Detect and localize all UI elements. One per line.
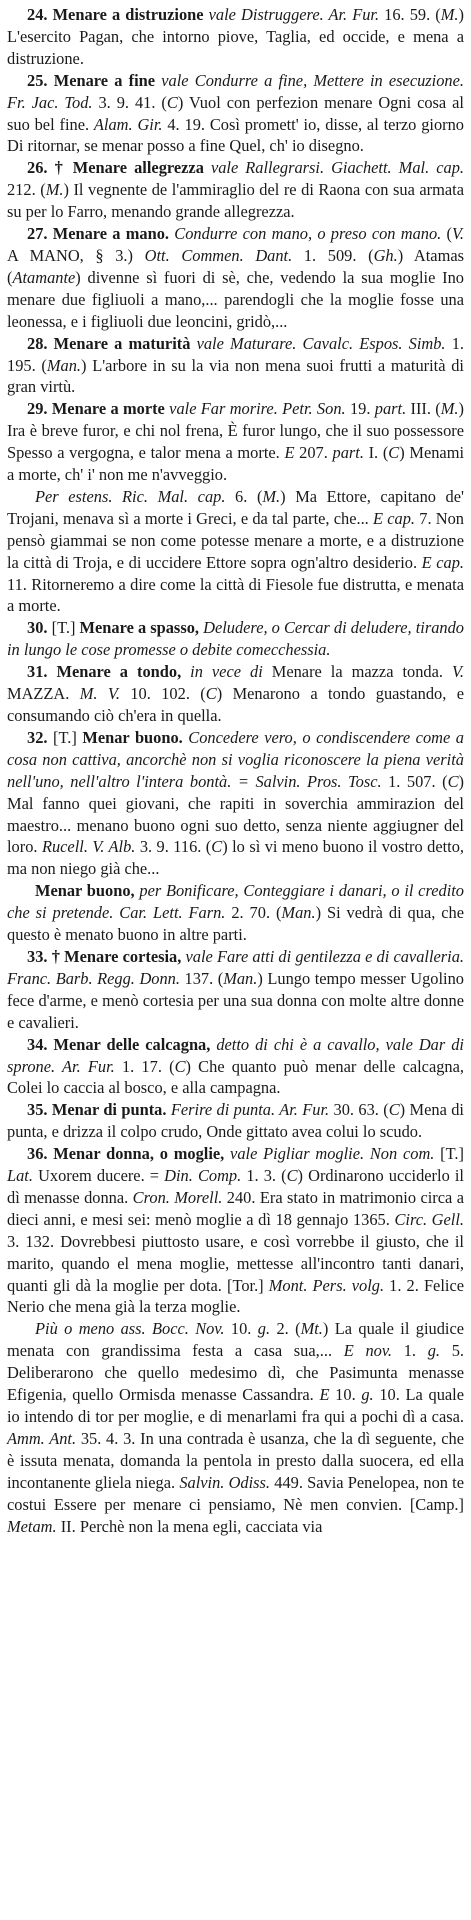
entry-text: M. V. [79, 684, 120, 704]
entry-text: ) Ordinarono ucciderlo il dì menasse donna. [7, 1166, 464, 1207]
entry-text: V. [451, 662, 464, 682]
entry-text: 1. 195. ( [7, 333, 465, 375]
dictionary-entry [7, 1099, 464, 1143]
dictionary-entry [7, 1034, 464, 1100]
entry-headword: Menare a fine [53, 70, 156, 90]
entry-text: Concedere vero, o condiscendere come a cosa non cattiva, ancorchè non si voglia riconoscere la piena verità nell'uno, nell'altro l'intera bontà. = Salvin. Pros. Tosc. [7, 727, 464, 791]
dictionary-entry [7, 398, 464, 617]
entry-text: 16. 59. ( [379, 5, 441, 24]
entry-headword: Menar delle calcagna, [53, 1034, 211, 1054]
entry-text: 19. [345, 399, 375, 419]
entry-text: [T.] [53, 727, 83, 747]
entry-number: 24. [27, 5, 48, 24]
entry-number: 34. [27, 1034, 48, 1054]
entry-text: 10. 102. ( [119, 684, 206, 704]
entry-text: 3. 132. Dovrebbesi piuttosto usare, e così vorrebbe il giusto, che il marito, quando el mena moglie, mettesse all'incontro tanti danari, quanti gli dà la moglie per dota. [Tor.] [7, 1231, 464, 1295]
entry-text: C [388, 443, 400, 463]
entry-text: C [447, 771, 459, 791]
dictionary-entry [7, 617, 464, 661]
entry-paragraph [7, 398, 464, 486]
entry-text: g. [257, 1319, 271, 1339]
entry-text: ) Atamas ( [7, 245, 464, 287]
entry-text: M. [45, 180, 64, 200]
entry-text: 2. ( [270, 1319, 301, 1339]
entry-text: Man. [46, 355, 82, 375]
entry-headword: Menare a spasso, [79, 618, 199, 638]
entry-text: Per estens. Ric. Mal. cap. [35, 486, 226, 506]
entry-headword: Menare a morte [51, 399, 165, 419]
entry-text: Mont. Pers. volg. [268, 1275, 385, 1295]
entry-number: 25. [27, 70, 48, 90]
entry-text: ) divenne sì fuori di sè, che, vedendo la sua moglie Ino menare due figliuoli a mano,... parendogli che la moglie fosse una leonessa, e i figliuoli due leoncini, gridò,... [7, 267, 464, 331]
entry-paragraph [7, 617, 464, 661]
entry-text: ) lo sì vi meno buono il vostro detto, ma non niego già che... [7, 837, 465, 879]
entry-number: 30. [27, 618, 48, 638]
entry-subparagraph [7, 486, 464, 617]
entry-text: vale Pigliar moglie. Non com. [224, 1144, 435, 1164]
entry-text: 1. 3. ( [241, 1166, 287, 1186]
entry-headword: Menare a maturità [53, 333, 191, 353]
entry-text: E [319, 1385, 330, 1405]
entry-headword: † Menare cortesia, [51, 946, 182, 966]
entry-text: Deludere, o Cercar di deludere, tirando in lungo le cose promesse o debite comecchessia. [7, 618, 464, 660]
entry-headword: Menare a distruzione [52, 5, 204, 24]
entry-text: 212. ( [7, 180, 46, 200]
entry-text: ) Ira è breve furor, e chi nol frena, È furor lungo, che il suo possessore Spesso a vergogna, e talor mena a morte. [7, 399, 464, 463]
entry-paragraph [7, 1034, 464, 1100]
entry-text: ( [441, 224, 452, 244]
entry-text: ) Ma Ettore, capitano de' Trojani, menava sì a morte i Greci, e da tal parte, che... [7, 486, 464, 528]
entry-text: Più o meno ass. Bocc. Nov. [35, 1319, 225, 1339]
entry-text: V. [452, 224, 464, 244]
entry-text: part. [332, 443, 364, 463]
entry-text: [T.] [434, 1144, 464, 1164]
entry-text: 11. Ritorneremo a dire come la città di Fiesole fue distrutta, e menata a morte. [7, 574, 464, 616]
entry-text: 240. Era stato in matrimonio circa a dieci anni, e mesi sei: menò moglie a dì 18 gennajo 1365. [7, 1187, 464, 1229]
entry-text: Man. [281, 903, 316, 923]
entry-text: Menare la mazza tonda. [262, 662, 452, 682]
entry-number: 32. [27, 727, 48, 747]
dictionary-entry [7, 333, 464, 399]
entry-text: Rucell. V. Alb. [41, 837, 136, 857]
entry-text: C [174, 1056, 186, 1076]
entry-text: ) La quale il giudice menata con grandissima festa a casa sua,... [7, 1319, 465, 1361]
entry-text: vale Distruggere. Ar. Fur. [203, 5, 380, 24]
entry-text: Salvin. Odiss. [179, 1472, 271, 1492]
entry-text: E [284, 443, 295, 463]
entry-text: ) Menami a morte, ch' i' non me n'avveggio. [7, 443, 464, 485]
entry-text: 3. 9. 116. ( [135, 837, 212, 857]
entry-text: E nov. [343, 1341, 393, 1361]
entry-text: 1. 507. ( [381, 771, 448, 791]
entry-subparagraph [7, 880, 464, 946]
entry-number: 29. [27, 399, 48, 419]
entry-text: ) Mena di punta, e drizza il colpo crudo, Onde gittato avea colui lo scudo. [7, 1100, 464, 1142]
entry-text: III. ( [406, 399, 441, 419]
entry-text: in vece di [181, 662, 263, 682]
entry-text: Man. [223, 968, 258, 988]
entry-text: ) Lungo tempo messer Ugolino fece d'arme, e menò cortesia per una sua donna con molte altre donne e cavalieri. [7, 968, 464, 1032]
entry-text: 7. Non pensò giammai se non come potesse menare a morte, e a distruzione la città di Troja, e di uccidere Ettore sopra ogn'altro desiderio. [7, 508, 464, 572]
entry-text: Circ. Gell. [394, 1209, 464, 1229]
entry-text: 30. 63. ( [329, 1100, 389, 1120]
entry-paragraph [7, 333, 464, 399]
entry-headword: Menar buono, [35, 881, 135, 901]
entry-text: Atamante [12, 267, 76, 287]
entry-paragraph [7, 946, 464, 1034]
entry-text: vale Far morire. Petr. Son. [164, 399, 346, 419]
entry-text: Gh. [373, 245, 398, 265]
entry-text: 10. [329, 1385, 362, 1405]
entry-number: 31. [27, 662, 48, 682]
entry-headword: † Menare allegrezza [54, 158, 204, 178]
entry-text: vale Condurre a fine, Mettere in esecuzione. Fr. Jac. Tod. [7, 70, 464, 112]
entry-text: ) Vuol con perfezion menare Ogni cosa al suo bel fine. [7, 92, 464, 134]
entry-paragraph [7, 70, 464, 158]
entry-text: M. [440, 5, 459, 24]
entry-text: E cap. [421, 552, 465, 572]
entry-number: 33. [27, 946, 48, 966]
entry-text: Uxorem ducere. = [32, 1166, 165, 1186]
entry-text: 1. 509. ( [292, 245, 374, 265]
entry-text: 6. ( [225, 486, 263, 506]
dictionary-entry [7, 661, 464, 727]
entry-text: ) Si vedrà di qua, che questo è menato buono in altre parti. [7, 903, 464, 945]
entry-text: Din. Comp. [164, 1166, 242, 1186]
entry-text: I. ( [363, 443, 389, 463]
entry-text: Metam. [7, 1516, 57, 1536]
entry-text: Amm. Ant. [7, 1428, 77, 1448]
entry-text: 10. [224, 1319, 258, 1339]
entry-text: MAZZA. [7, 684, 80, 704]
entry-headword: Menar donna, o moglie, [53, 1144, 225, 1164]
entry-paragraph [7, 1099, 464, 1143]
entry-text: 5. Deliberarono che quello medesimo dì, che Pasimunta menasse Efigenia, quello Ormisda menasse Cassandra. [7, 1341, 465, 1405]
entry-paragraph [7, 1143, 464, 1318]
entry-text: C [166, 92, 178, 112]
entry-text: 3. 9. 41. ( [92, 92, 167, 112]
entry-text: ) Mal fanno quei giovani, che rapiti in soverchia ammirazion del maestro... menano buono ogni suo detto, senza niente aggiugner del loro. [7, 771, 464, 857]
entry-text: C [286, 1166, 298, 1186]
entry-text: 137. ( [179, 968, 224, 988]
entry-text: vale Maturare. Cavalc. Espos. Simb. [190, 333, 446, 353]
entry-text: C [211, 837, 223, 857]
entry-text: M. [262, 486, 281, 506]
entry-text: ) Il vegnente de l'ammiraglio del re di Raona con sua armata su per lo Farro, menando grande allegrezza. [7, 180, 464, 222]
dictionary-entry [7, 4, 464, 70]
entry-text: ) Menarono a tondo guastando, e consumando ciò ch'era in quella. [7, 684, 464, 725]
entry-paragraph [7, 727, 464, 880]
entry-text: per Bonificare, Conteggiare i danari, o il credito che si pretende. Car. Lett. Farn. [7, 881, 464, 923]
entry-number: 27. [27, 224, 48, 244]
entry-headword: Menar di punta. [51, 1100, 167, 1120]
entry-paragraph [7, 223, 464, 333]
dictionary-entry [7, 70, 464, 158]
entry-text: 1. 17. ( [114, 1056, 175, 1076]
entry-paragraph [7, 661, 464, 727]
dictionary-entry [7, 157, 464, 223]
entry-text: ) L'esercito Pagan, che intorno piove, Taglia, ed occide, e mena a distruzione. [7, 5, 464, 68]
entry-text: vale Fare atti di gentilezza e di cavalleria. Franc. Barb. Regg. Donn. [7, 946, 464, 988]
entry-text: Cron. Morell. [132, 1187, 223, 1207]
entry-text: [T.] [51, 618, 80, 638]
entry-headword: Menare a mano. [52, 224, 170, 244]
entry-text: 1. 2. Felice Nerio che mena già la terza moglie. [7, 1275, 464, 1317]
entry-number: 35. [27, 1100, 48, 1120]
dictionary-entry [7, 727, 464, 946]
entry-text: ) Che quanto può menar delle calcagna, Colei lo caccia al bosco, e alla campagna. [7, 1056, 464, 1098]
entry-text: part. [374, 399, 407, 419]
entry-text: Lat. [7, 1166, 33, 1186]
entry-text: 1. [392, 1341, 428, 1361]
dictionary-entry [7, 1143, 464, 1537]
entry-text: 4. 19. Così promett' io, disse, al terzo giorno Di ritornar, se menar posso a fine Quel, ch' io disegno. [7, 114, 465, 156]
entry-text: C [388, 1100, 400, 1120]
entry-text: M. [440, 399, 459, 419]
entry-text: 207. [294, 443, 333, 463]
entry-subparagraph [7, 1318, 464, 1537]
entry-text: C [205, 684, 217, 704]
entry-text: g. [427, 1341, 441, 1361]
entry-headword: Menar buono. [82, 727, 183, 747]
entry-number: 28. [27, 333, 48, 353]
entry-text: 449. Savia Penelopea, non te costui Essere per menare ci pensiamo, Nè men convien. [Camp.] [7, 1472, 464, 1514]
entry-headword: Menare a tondo, [56, 662, 182, 682]
entry-text: Condurre con mano, o preso con mano. [169, 224, 442, 244]
entry-text: 10. La quale io intendo di tor per moglie, e di menarlami fra qui a pochi dì a casa. [7, 1385, 464, 1426]
entry-text: 2. 70. ( [225, 903, 282, 923]
entry-paragraph [7, 157, 464, 223]
entry-text: Ott. Commen. Dant. [144, 245, 293, 265]
entry-number: 26. [27, 158, 48, 178]
dictionary-entry [7, 946, 464, 1034]
entry-text: A MANO, § 3.) [7, 245, 145, 265]
dictionary-entry [7, 223, 464, 333]
entry-text: Alam. Gir. [93, 114, 163, 134]
entry-text: detto di chi è a cavallo, vale Dar di sprone. Ar. Fur. [7, 1034, 464, 1076]
entry-paragraph [7, 4, 464, 70]
entry-text: vale Rallegrarsi. Giachett. Mal. cap. [203, 158, 464, 178]
entry-text: 35. 4. 3. In una contrada è usanza, che la dì seguente, che è issuta menata, domanda la pentola in presto dalla suocera, ed ella incontanente gliela niega. [7, 1428, 464, 1492]
entry-text: ) L'arbore in su la via non mena suoi frutti a maturità di gran virtù. [7, 355, 464, 397]
entry-number: 36. [27, 1144, 48, 1164]
entry-text: Ferire di punta. Ar. Fur. [166, 1100, 330, 1120]
entry-text: E cap. [373, 508, 416, 528]
entry-text: g. [361, 1385, 374, 1405]
entry-text: II. Perchè non la mena egli, cacciata via [56, 1516, 323, 1536]
entry-text: Mt. [300, 1319, 323, 1339]
